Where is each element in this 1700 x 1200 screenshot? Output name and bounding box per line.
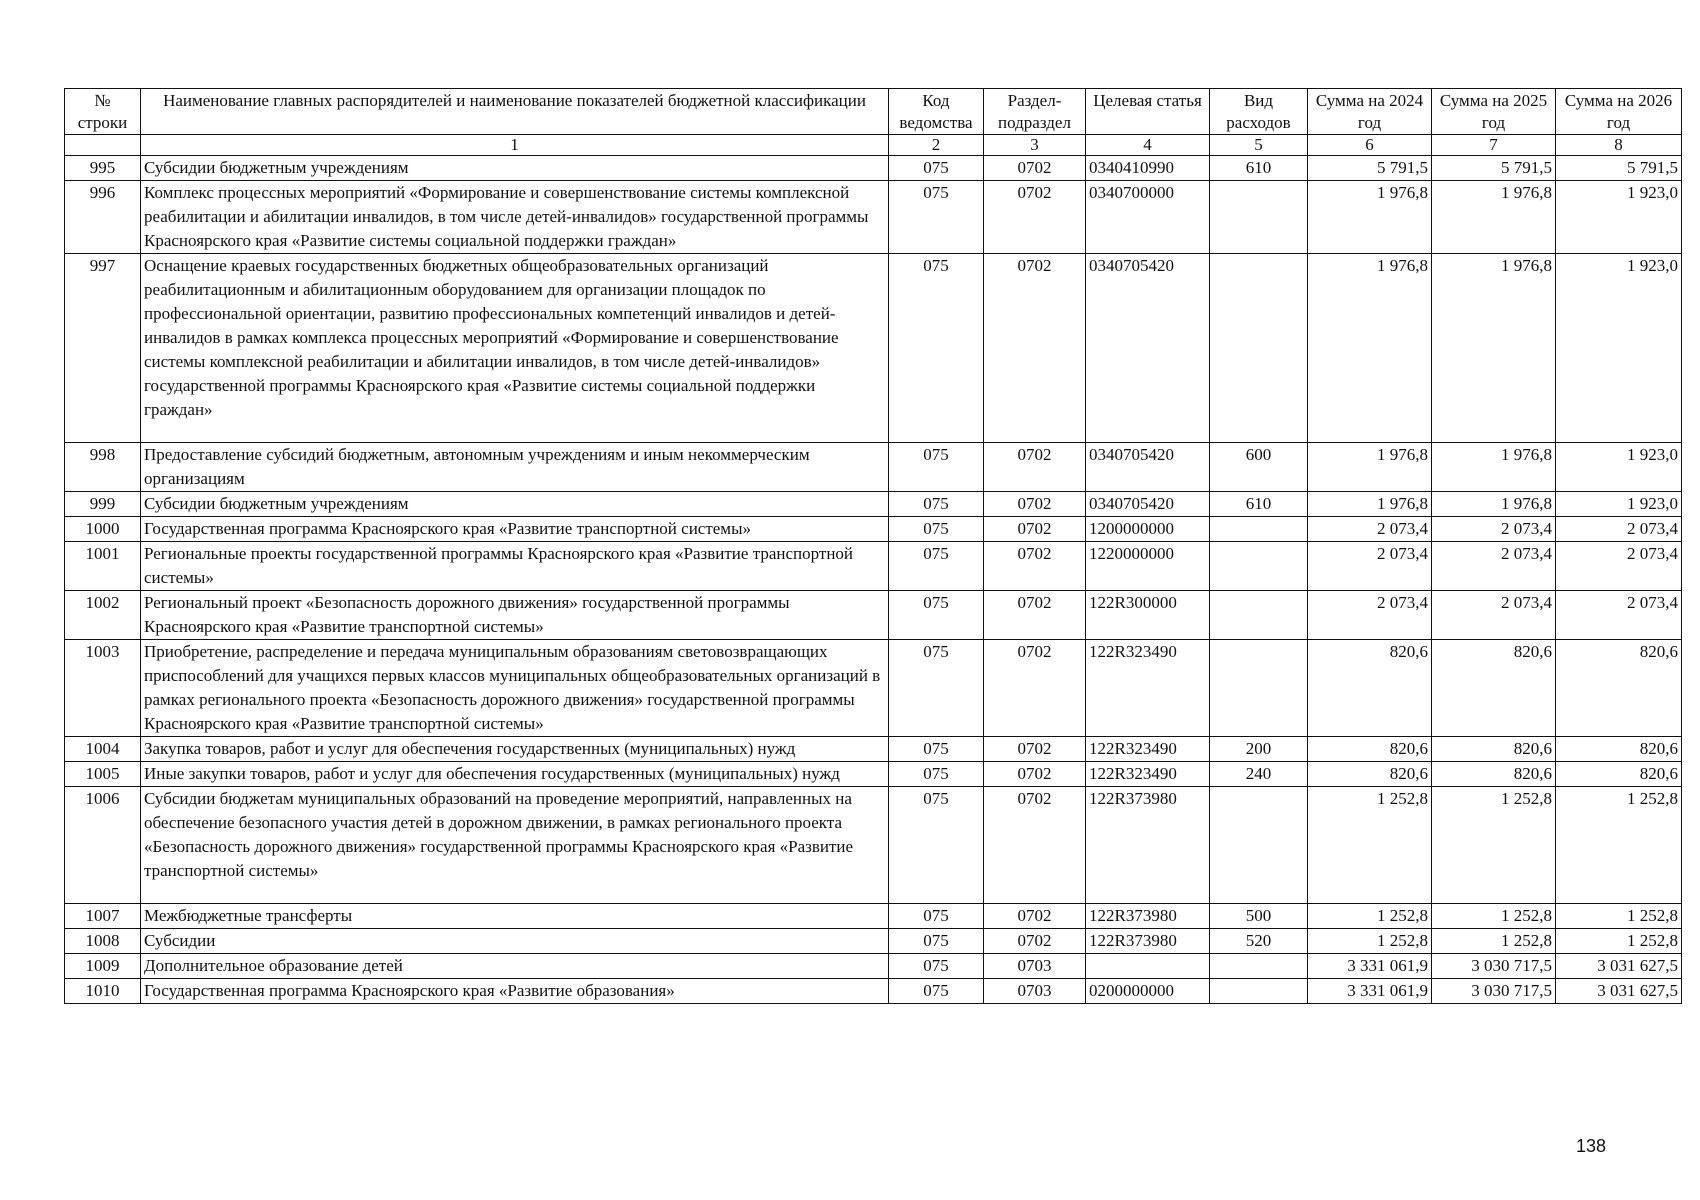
target-article-cell: 122R373980 [1086, 904, 1210, 929]
section-cell: 0703 [984, 954, 1086, 979]
dept-code-cell: 075 [889, 787, 984, 904]
table-row [65, 181, 1682, 254]
page-number: 138 [1575, 1136, 1606, 1156]
name-cell: Иные закупки товаров, работ и услуг для обеспечения государственных (муниципальных) нужд [141, 762, 889, 787]
table-row [65, 254, 1682, 443]
dept-code-cell: 075 [889, 181, 984, 254]
column-index: 1 [141, 135, 889, 156]
dept-code-cell: 075 [889, 979, 984, 1004]
column-index [65, 135, 141, 156]
target-article-cell: 122R373980 [1086, 787, 1210, 904]
sum-2024-cell: 820,6 [1308, 640, 1432, 737]
sum-2024-cell: 2 073,4 [1308, 542, 1432, 591]
table-header [65, 89, 1682, 156]
sum-2024-cell: 3 331 061,9 [1308, 954, 1432, 979]
expense-type-cell: 500 [1210, 904, 1308, 929]
header-section: Раздел- подраздел [984, 89, 1086, 135]
header-name: Наименование главных распорядителей и наименование показателей бюджетной классификации [141, 89, 889, 135]
column-index: 4 [1086, 135, 1210, 156]
sum-2024-cell: 2 073,4 [1308, 517, 1432, 542]
sum-2025-cell: 3 030 717,5 [1432, 954, 1556, 979]
name-cell: Предоставление субсидий бюджетным, автономным учреждениям и иным некоммерческим организациям [141, 443, 889, 492]
target-article-cell: 1200000000 [1086, 517, 1210, 542]
sum-2026-cell: 3 031 627,5 [1556, 979, 1682, 1004]
row-number-cell: 996 [65, 181, 141, 254]
row-number-cell: 1007 [65, 904, 141, 929]
column-index: 2 [889, 135, 984, 156]
row-number-cell: 1001 [65, 542, 141, 591]
name-cell: Региональный проект «Безопасность дорожного движения» государственной программы Красноярского края «Развитие транспортной системы» [141, 591, 889, 640]
sum-2025-cell: 2 073,4 [1432, 591, 1556, 640]
name-cell: Субсидии бюджетам муниципальных образований на проведение мероприятий, направленных на обеспечение безопасного участия детей в дорожном движении, в рамках регионального проекта «Безопасность дорожного движения» государственной программы Красноярского края «Развитие транспортной системы» [141, 787, 889, 904]
sum-2025-cell: 820,6 [1432, 640, 1556, 737]
header-target-article: Целевая статья [1086, 89, 1210, 135]
table-row [65, 517, 1682, 542]
section-cell: 0702 [984, 492, 1086, 517]
section-cell: 0702 [984, 156, 1086, 181]
section-cell: 0702 [984, 443, 1086, 492]
sum-2024-cell: 3 331 061,9 [1308, 979, 1432, 1004]
name-cell: Дополнительное образование детей [141, 954, 889, 979]
section-cell: 0702 [984, 929, 1086, 954]
expense-type-cell: 240 [1210, 762, 1308, 787]
column-index-row [65, 135, 1682, 156]
dept-code-cell: 075 [889, 954, 984, 979]
name-cell: Субсидии [141, 929, 889, 954]
sum-2026-cell: 1 252,8 [1556, 929, 1682, 954]
sum-2024-cell: 1 252,8 [1308, 929, 1432, 954]
dept-code-cell: 075 [889, 492, 984, 517]
table-row [65, 954, 1682, 979]
sum-2025-cell: 3 030 717,5 [1432, 979, 1556, 1004]
sum-2024-cell: 2 073,4 [1308, 591, 1432, 640]
name-cell: Государственная программа Красноярского края «Развитие образования» [141, 979, 889, 1004]
row-number-cell: 1004 [65, 737, 141, 762]
sum-2024-cell: 1 976,8 [1308, 492, 1432, 517]
target-article-cell: 122R323490 [1086, 737, 1210, 762]
expense-type-cell [1210, 254, 1308, 443]
dept-code-cell: 075 [889, 542, 984, 591]
sum-2025-cell: 1 976,8 [1432, 443, 1556, 492]
target-article-cell: 0340705420 [1086, 443, 1210, 492]
row-number-cell: 995 [65, 156, 141, 181]
table-row [65, 979, 1682, 1004]
sum-2026-cell: 1 923,0 [1556, 181, 1682, 254]
column-index: 3 [984, 135, 1086, 156]
sum-2024-cell: 820,6 [1308, 737, 1432, 762]
dept-code-cell: 075 [889, 156, 984, 181]
column-index: 8 [1556, 135, 1682, 156]
name-cell: Оснащение краевых государственных бюджетных общеобразовательных организаций реабилитационным и абилитационным оборудованием для организации площадок по профессиональной ориентации, развитию профессиональных компетенций инвалидов и детей-инвалидов в рамках комплекса процессных мероприятий «Формирование и совершенствование системы комплексной реабилитации и абилитации инвалидов, в том числе детей-инвалидов» государственной программы Красноярского края «Развитие системы социальной поддержки граждан» [141, 254, 889, 443]
name-cell: Государственная программа Красноярского края «Развитие транспортной системы» [141, 517, 889, 542]
target-article-cell: 0200000000 [1086, 979, 1210, 1004]
expense-type-cell: 610 [1210, 492, 1308, 517]
table-row [65, 443, 1682, 492]
table-body [65, 156, 1682, 1004]
budget-table [64, 88, 1682, 1004]
column-index: 7 [1432, 135, 1556, 156]
sum-2026-cell: 3 031 627,5 [1556, 954, 1682, 979]
header-expense-type: Вид расходов [1210, 89, 1308, 135]
table-row [65, 640, 1682, 737]
section-cell: 0702 [984, 737, 1086, 762]
expense-type-cell [1210, 954, 1308, 979]
sum-2025-cell: 1 252,8 [1432, 929, 1556, 954]
dept-code-cell: 075 [889, 443, 984, 492]
header-sum-2026: Сумма на 2026 год [1556, 89, 1682, 135]
expense-type-cell [1210, 640, 1308, 737]
sum-2026-cell: 2 073,4 [1556, 517, 1682, 542]
sum-2026-cell: 1 923,0 [1556, 492, 1682, 517]
target-article-cell: 122R323490 [1086, 640, 1210, 737]
expense-type-cell [1210, 542, 1308, 591]
sum-2026-cell: 1 923,0 [1556, 254, 1682, 443]
name-cell: Субсидии бюджетным учреждениям [141, 492, 889, 517]
name-cell: Субсидии бюджетным учреждениям [141, 156, 889, 181]
row-number-cell: 1002 [65, 591, 141, 640]
sum-2024-cell: 1 976,8 [1308, 181, 1432, 254]
section-cell: 0702 [984, 181, 1086, 254]
sum-2024-cell: 1 976,8 [1308, 254, 1432, 443]
expense-type-cell: 610 [1210, 156, 1308, 181]
sum-2026-cell: 1 252,8 [1556, 904, 1682, 929]
sum-2024-cell: 820,6 [1308, 762, 1432, 787]
sum-2026-cell: 2 073,4 [1556, 542, 1682, 591]
expense-type-cell [1210, 181, 1308, 254]
dept-code-cell: 075 [889, 640, 984, 737]
sum-2025-cell: 1 252,8 [1432, 787, 1556, 904]
sum-2026-cell: 2 073,4 [1556, 591, 1682, 640]
name-cell: Приобретение, распределение и передача муниципальным образованиям световозвращающих приспособлений для учащихся первых классов муниципальных общеобразовательных организаций в рамках регионального проекта «Безопасность дорожного движения» государственной программы Красноярского края «Развитие транспортной системы» [141, 640, 889, 737]
sum-2024-cell: 1 252,8 [1308, 787, 1432, 904]
row-number-cell: 997 [65, 254, 141, 443]
sum-2024-cell: 1 252,8 [1308, 904, 1432, 929]
row-number-cell: 1000 [65, 517, 141, 542]
expense-type-cell: 200 [1210, 737, 1308, 762]
sum-2024-cell: 5 791,5 [1308, 156, 1432, 181]
table-row [65, 787, 1682, 904]
sum-2026-cell: 820,6 [1556, 640, 1682, 737]
dept-code-cell: 075 [889, 904, 984, 929]
sum-2026-cell: 5 791,5 [1556, 156, 1682, 181]
table-row [65, 762, 1682, 787]
table-row [65, 737, 1682, 762]
header-sum-2025: Сумма на 2025 год [1432, 89, 1556, 135]
expense-type-cell [1210, 517, 1308, 542]
sum-2025-cell: 1 976,8 [1432, 492, 1556, 517]
target-article-cell: 1220000000 [1086, 542, 1210, 591]
target-article-cell: 122R373980 [1086, 929, 1210, 954]
expense-type-cell [1210, 591, 1308, 640]
header-dept-code: Код ведомства [889, 89, 984, 135]
dept-code-cell: 075 [889, 591, 984, 640]
name-cell: Закупка товаров, работ и услуг для обеспечения государственных (муниципальных) нужд [141, 737, 889, 762]
expense-type-cell: 520 [1210, 929, 1308, 954]
row-number-cell: 1010 [65, 979, 141, 1004]
sum-2025-cell: 1 976,8 [1432, 254, 1556, 443]
table-row [65, 591, 1682, 640]
dept-code-cell: 075 [889, 737, 984, 762]
dept-code-cell: 075 [889, 517, 984, 542]
section-cell: 0703 [984, 979, 1086, 1004]
target-article-cell [1086, 954, 1210, 979]
row-number-cell: 1005 [65, 762, 141, 787]
target-article-cell: 0340705420 [1086, 492, 1210, 517]
sum-2026-cell: 820,6 [1556, 762, 1682, 787]
table-row [65, 904, 1682, 929]
name-cell: Региональные проекты государственной программы Красноярского края «Развитие транспортной системы» [141, 542, 889, 591]
section-cell: 0702 [984, 787, 1086, 904]
sum-2025-cell: 1 252,8 [1432, 904, 1556, 929]
name-cell: Межбюджетные трансферты [141, 904, 889, 929]
sum-2025-cell: 2 073,4 [1432, 542, 1556, 591]
sum-2026-cell: 1 923,0 [1556, 443, 1682, 492]
sum-2025-cell: 1 976,8 [1432, 181, 1556, 254]
section-cell: 0702 [984, 904, 1086, 929]
row-number-cell: 998 [65, 443, 141, 492]
section-cell: 0702 [984, 542, 1086, 591]
table-row [65, 492, 1682, 517]
sum-2024-cell: 1 976,8 [1308, 443, 1432, 492]
sum-2025-cell: 820,6 [1432, 762, 1556, 787]
column-index: 6 [1308, 135, 1432, 156]
section-cell: 0702 [984, 517, 1086, 542]
row-number-cell: 1003 [65, 640, 141, 737]
sum-2025-cell: 2 073,4 [1432, 517, 1556, 542]
section-cell: 0702 [984, 254, 1086, 443]
section-cell: 0702 [984, 640, 1086, 737]
expense-type-cell [1210, 787, 1308, 904]
section-cell: 0702 [984, 591, 1086, 640]
dept-code-cell: 075 [889, 762, 984, 787]
name-cell: Комплекс процессных мероприятий «Формирование и совершенствование системы комплексной реабилитации и абилитации инвалидов, в том числе детей-инвалидов» государственной программы Красноярского края «Развитие системы социальной поддержки граждан» [141, 181, 889, 254]
row-number-cell: 1006 [65, 787, 141, 904]
target-article-cell: 122R300000 [1086, 591, 1210, 640]
dept-code-cell: 075 [889, 254, 984, 443]
header-row [65, 89, 1682, 135]
target-article-cell: 122R323490 [1086, 762, 1210, 787]
row-number-cell: 1009 [65, 954, 141, 979]
header-row-number: № строки [65, 89, 141, 135]
expense-type-cell: 600 [1210, 443, 1308, 492]
target-article-cell: 0340705420 [1086, 254, 1210, 443]
section-cell: 0702 [984, 762, 1086, 787]
header-sum-2024: Сумма на 2024 год [1308, 89, 1432, 135]
target-article-cell: 0340410990 [1086, 156, 1210, 181]
table-row [65, 156, 1682, 181]
target-article-cell: 0340700000 [1086, 181, 1210, 254]
sum-2025-cell: 820,6 [1432, 737, 1556, 762]
expense-type-cell [1210, 979, 1308, 1004]
table-row [65, 929, 1682, 954]
row-number-cell: 1008 [65, 929, 141, 954]
sum-2026-cell: 1 252,8 [1556, 787, 1682, 904]
sum-2026-cell: 820,6 [1556, 737, 1682, 762]
sum-2025-cell: 5 791,5 [1432, 156, 1556, 181]
row-number-cell: 999 [65, 492, 141, 517]
table-row [65, 542, 1682, 591]
column-index: 5 [1210, 135, 1308, 156]
dept-code-cell: 075 [889, 929, 984, 954]
